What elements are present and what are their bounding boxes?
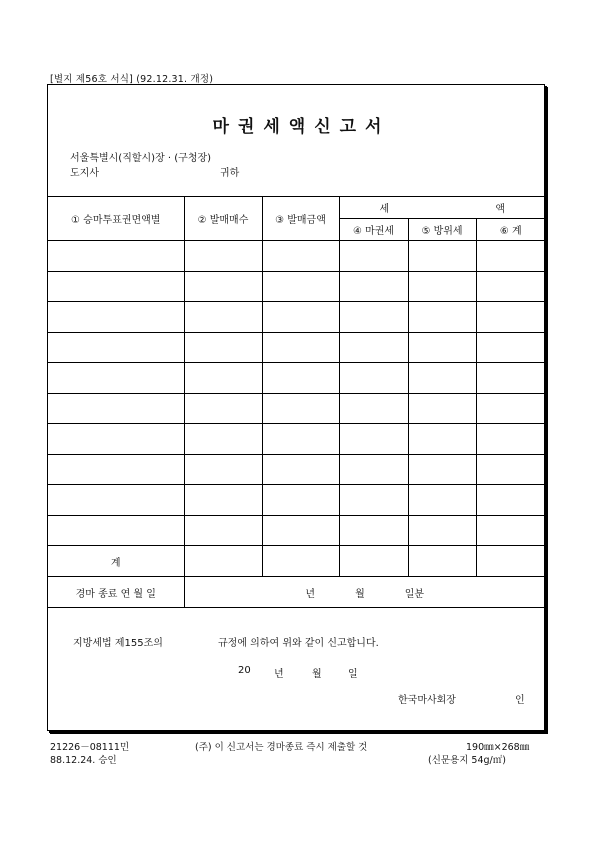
header-face-value: ① 승마투표권면액별 bbox=[48, 197, 184, 241]
entry-cell[interactable] bbox=[339, 424, 408, 455]
entry-cell[interactable] bbox=[408, 332, 476, 363]
header-tax-amount bbox=[339, 197, 545, 219]
entry-cell[interactable] bbox=[48, 454, 184, 485]
entry-cell[interactable] bbox=[184, 241, 262, 272]
race-end-date-field[interactable] bbox=[184, 577, 545, 608]
entry-cell[interactable] bbox=[48, 515, 184, 546]
entry-cell[interactable] bbox=[184, 363, 262, 394]
entry-cell[interactable] bbox=[408, 515, 476, 546]
table-row bbox=[48, 515, 545, 546]
entry-cell[interactable] bbox=[476, 241, 545, 272]
entry-cell[interactable] bbox=[184, 515, 262, 546]
entry-cell[interactable] bbox=[48, 393, 184, 424]
entry-cell[interactable] bbox=[476, 424, 545, 455]
entry-cell[interactable] bbox=[408, 485, 476, 516]
entry-cell[interactable] bbox=[408, 363, 476, 394]
entry-cell[interactable] bbox=[262, 424, 339, 455]
race-end-label: 경마 종료 연 월 일 bbox=[48, 577, 184, 608]
entry-cell[interactable] bbox=[476, 485, 545, 516]
entry-cell[interactable] bbox=[408, 424, 476, 455]
entry-cell[interactable] bbox=[48, 241, 184, 272]
entry-cell[interactable] bbox=[476, 271, 545, 302]
statement-date-year: 년 bbox=[274, 669, 284, 680]
total-row bbox=[48, 546, 545, 577]
signer-name: 한국마사회장 bbox=[398, 695, 456, 706]
header-sold-amount: ③ 발매금액 bbox=[262, 197, 339, 241]
entry-cell[interactable] bbox=[48, 271, 184, 302]
entry-cell[interactable] bbox=[184, 424, 262, 455]
table-row bbox=[48, 332, 545, 363]
header-betting-tax: ④ 마권세 bbox=[339, 219, 408, 241]
entry-cell[interactable] bbox=[262, 485, 339, 516]
header-tax-char1: 세 bbox=[379, 204, 390, 215]
entry-cell[interactable] bbox=[184, 454, 262, 485]
total-cell[interactable] bbox=[339, 546, 408, 577]
entry-cell[interactable] bbox=[262, 515, 339, 546]
footer-approval: 88.12.24. 승인 bbox=[50, 755, 117, 766]
footer-size: 190㎜×268㎜ bbox=[466, 742, 530, 753]
entry-cell[interactable] bbox=[262, 393, 339, 424]
footer-paper: (신문용지 54g/㎡) bbox=[428, 755, 506, 766]
total-cell[interactable] bbox=[262, 546, 339, 577]
header-sold-count: ② 발매매수 bbox=[184, 197, 262, 241]
entry-cell[interactable] bbox=[476, 515, 545, 546]
entry-cell[interactable] bbox=[48, 424, 184, 455]
entry-cell[interactable] bbox=[262, 302, 339, 333]
entry-cell[interactable] bbox=[476, 393, 545, 424]
entry-cell[interactable] bbox=[339, 302, 408, 333]
entry-cell[interactable] bbox=[184, 485, 262, 516]
entry-cell[interactable] bbox=[408, 454, 476, 485]
recipient-line1: 서울특별시(직할시)장 · (구청장) bbox=[70, 153, 212, 164]
table-row bbox=[48, 271, 545, 302]
statement-law: 지방세법 제155조의 bbox=[73, 638, 163, 649]
recipient-honorific: 귀하 bbox=[220, 168, 240, 179]
entry-cell[interactable] bbox=[184, 271, 262, 302]
statement-date-prefix: 20 bbox=[238, 665, 251, 676]
total-label: 계 bbox=[48, 546, 184, 577]
entry-cell[interactable] bbox=[476, 332, 545, 363]
table-row bbox=[48, 454, 545, 485]
entry-cell[interactable] bbox=[48, 363, 184, 394]
entry-cell[interactable] bbox=[48, 302, 184, 333]
entry-cell[interactable] bbox=[262, 271, 339, 302]
seal-mark: 인 bbox=[515, 695, 525, 706]
header-tax-char2: 액 bbox=[495, 204, 505, 215]
total-cell[interactable] bbox=[476, 546, 545, 577]
race-end-row bbox=[48, 577, 545, 608]
footer-note: (주) 이 신고서는 경마종료 즉시 제출할 것 bbox=[195, 742, 368, 753]
entry-cell[interactable] bbox=[339, 393, 408, 424]
entry-cell[interactable] bbox=[262, 241, 339, 272]
entry-cell[interactable] bbox=[184, 332, 262, 363]
entry-cell[interactable] bbox=[339, 485, 408, 516]
total-cell[interactable] bbox=[408, 546, 476, 577]
entry-cell[interactable] bbox=[48, 485, 184, 516]
table-row bbox=[48, 424, 545, 455]
entry-cell[interactable] bbox=[339, 515, 408, 546]
entry-cell[interactable] bbox=[339, 241, 408, 272]
header-defense-tax: ⑤ 방위세 bbox=[408, 219, 476, 241]
entry-cell[interactable] bbox=[339, 271, 408, 302]
table-row bbox=[48, 393, 545, 424]
race-end-month: 월 bbox=[355, 588, 365, 600]
statement-text: 규정에 의하여 위와 같이 신고합니다. bbox=[218, 638, 379, 649]
entry-cell[interactable] bbox=[476, 302, 545, 333]
entry-cell[interactable] bbox=[262, 454, 339, 485]
form-number-note: [별지 제56호 서식] (92.12.31. 개정) bbox=[50, 74, 214, 85]
entry-cell[interactable] bbox=[476, 454, 545, 485]
entry-cell[interactable] bbox=[262, 332, 339, 363]
race-end-year: 년 bbox=[305, 588, 316, 600]
race-end-day: 일분 bbox=[404, 588, 425, 600]
entry-cell[interactable] bbox=[339, 363, 408, 394]
entry-cell[interactable] bbox=[262, 363, 339, 394]
table-row bbox=[48, 241, 545, 272]
entry-cell[interactable] bbox=[476, 363, 545, 394]
entry-cell[interactable] bbox=[408, 393, 476, 424]
tax-table bbox=[48, 196, 545, 608]
total-cell[interactable] bbox=[184, 546, 262, 577]
statement-date-day: 일 bbox=[348, 669, 358, 680]
table-row bbox=[48, 485, 545, 516]
entry-cell[interactable] bbox=[339, 332, 408, 363]
entry-cell[interactable] bbox=[339, 454, 408, 485]
entry-cell[interactable] bbox=[408, 271, 476, 302]
footer-code: 21226－08111민 bbox=[50, 742, 130, 753]
table-row bbox=[48, 302, 545, 333]
recipient-line2: 도지사 bbox=[70, 168, 99, 179]
entry-cell[interactable] bbox=[408, 302, 476, 333]
form-title: 마권세액신고서 bbox=[212, 117, 391, 137]
entry-cell[interactable] bbox=[184, 302, 262, 333]
header-tax-sum: ⑥ 계 bbox=[476, 219, 545, 241]
entry-cell[interactable] bbox=[48, 332, 184, 363]
entry-cell[interactable] bbox=[184, 393, 262, 424]
statement-date-month: 월 bbox=[312, 669, 322, 680]
table-row bbox=[48, 363, 545, 394]
entry-cell[interactable] bbox=[408, 241, 476, 272]
